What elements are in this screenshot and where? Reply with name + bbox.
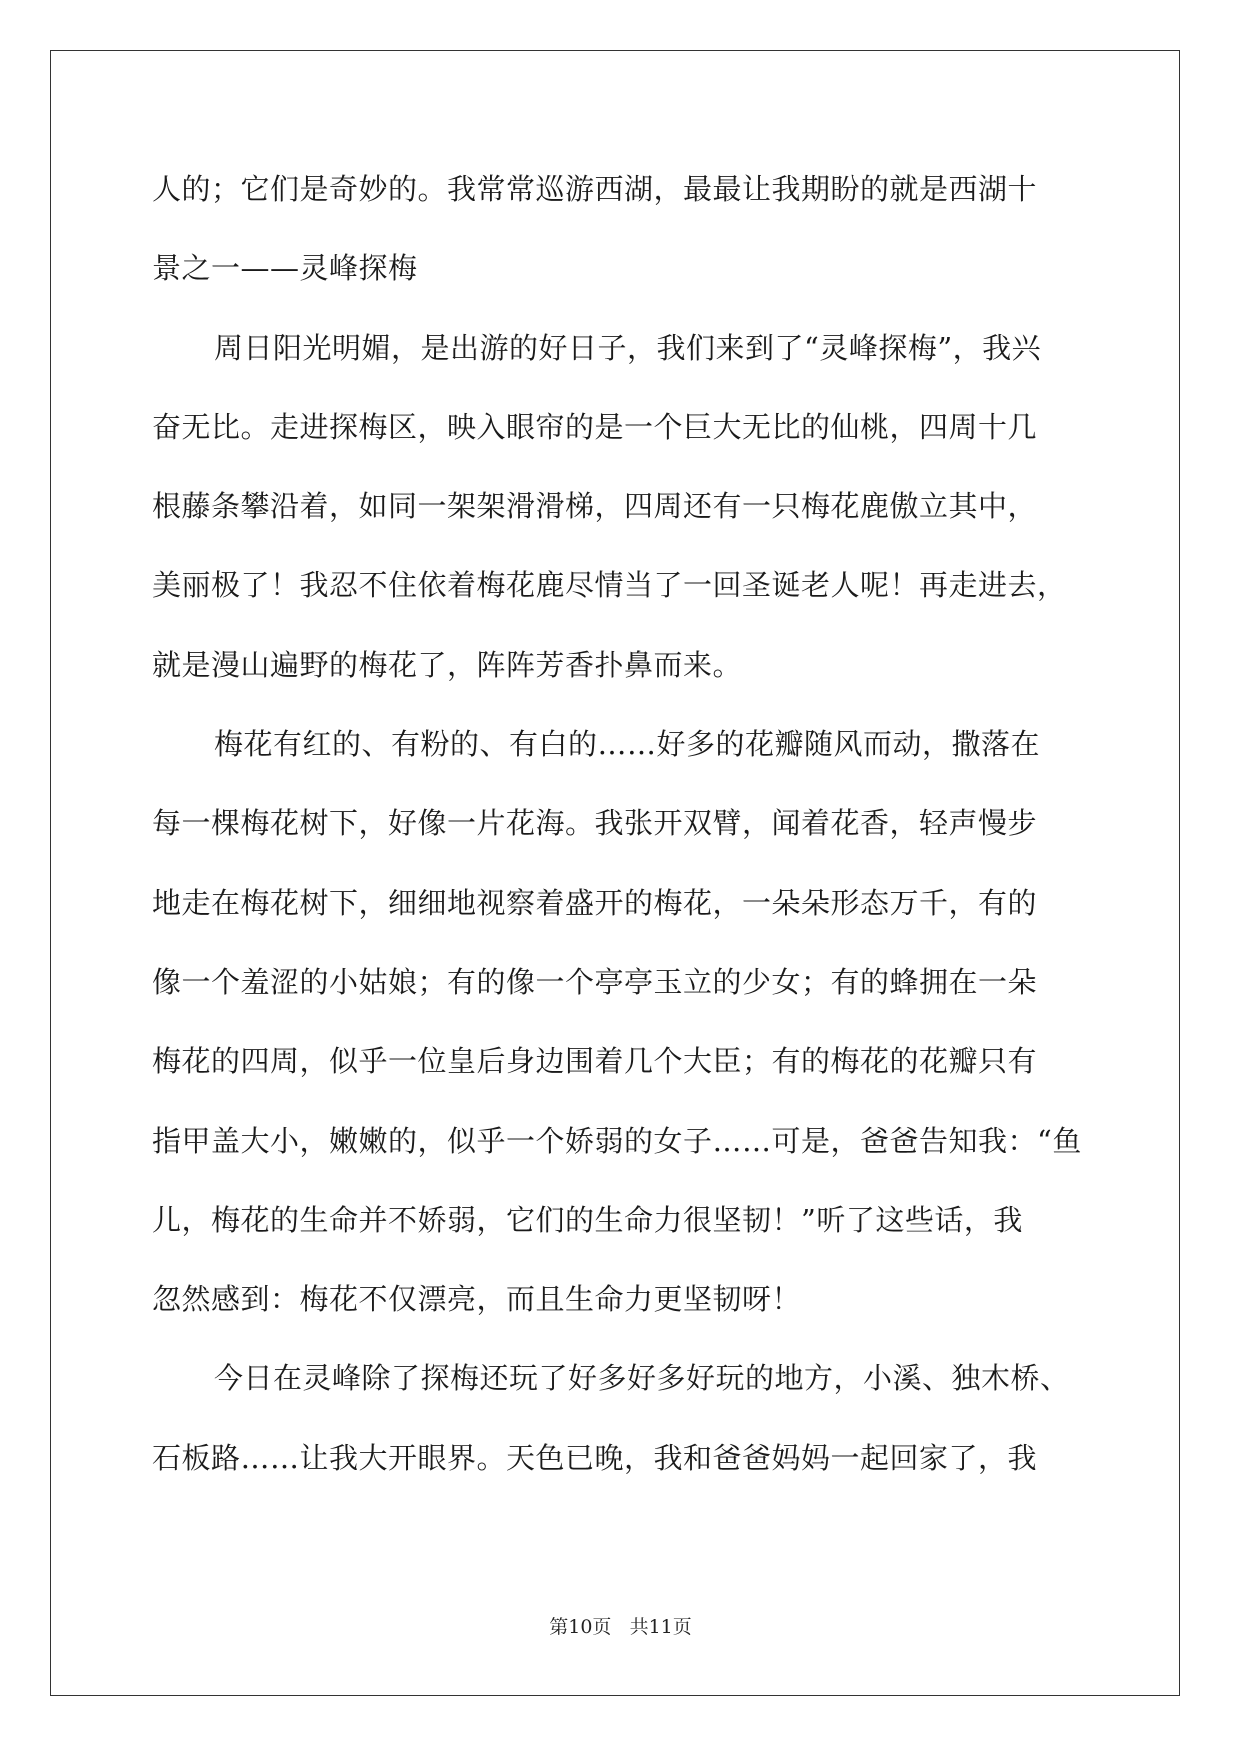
text-line: 每一棵梅花树下，好像一片花海。我张开双臂，闻着花香，轻声慢步 <box>152 806 1038 841</box>
text-line: 景之一——灵峰探梅 <box>152 251 418 286</box>
text-line: 奋无比。走进探梅区，映入眼帘的是一个巨大无比的仙桃，四周十几 <box>152 409 1038 444</box>
text-line: 忽然感到：梅花不仅漂亮，而且生命力更坚韧呀！ <box>152 1282 802 1317</box>
paragraph-start-line: 今日在灵峰除了探梅还玩了好多好多好玩的地方，小溪、独木桥、 <box>214 1361 1070 1396</box>
text-line: 指甲盖大小，嫩嫩的，似乎一个娇弱的女子……可是，爸爸告知我：“鱼 <box>152 1123 1082 1158</box>
total-pages-label: 共11页 <box>629 1616 692 1638</box>
text-line: 就是漫山遍野的梅花了，阵阵芳香扑鼻而来。 <box>152 647 743 682</box>
current-page-label: 第10页 <box>549 1616 612 1638</box>
text-line: 人的；它们是奇妙的。我常常巡游西湖，最最让我期盼的就是西湖十 <box>152 172 1038 206</box>
text-line: 梅花的四周，似乎一位皇后身边围着几个大臣；有的梅花的花瓣只有 <box>152 1044 1038 1079</box>
text-line: 石板路……让我大开眼界。天色已晚，我和爸爸妈妈一起回家了，我 <box>152 1440 1038 1475</box>
text-line: 美丽极了！我忍不住依着梅花鹿尽情当了一回圣诞老人呢！再走进去， <box>152 568 1067 603</box>
text-line: 根藤条攀沿着，如同一架架滑滑梯，四周还有一只梅花鹿傲立其中， <box>152 489 1038 524</box>
text-line: 像一个羞涩的小姑娘；有的像一个亭亭玉立的少女；有的蜂拥在一朵 <box>152 964 1038 999</box>
paragraph-start-line: 周日阳光明媚，是出游的好日子，我们来到了“灵峰探梅”，我兴 <box>214 330 1042 365</box>
document-body <box>152 150 1092 1498</box>
page-footer <box>0 1612 1241 1639</box>
paragraph-start-line: 梅花有红的、有粉的、有白的……好多的花瓣随风而动，撒落在 <box>214 727 1041 762</box>
text-line: 儿，梅花的生命并不娇弱，它们的生命力很坚韧！”听了这些话，我 <box>152 1202 1023 1237</box>
text-line: 地走在梅花树下，细细地视察着盛开的梅花，一朵朵形态万千，有的 <box>152 885 1038 920</box>
